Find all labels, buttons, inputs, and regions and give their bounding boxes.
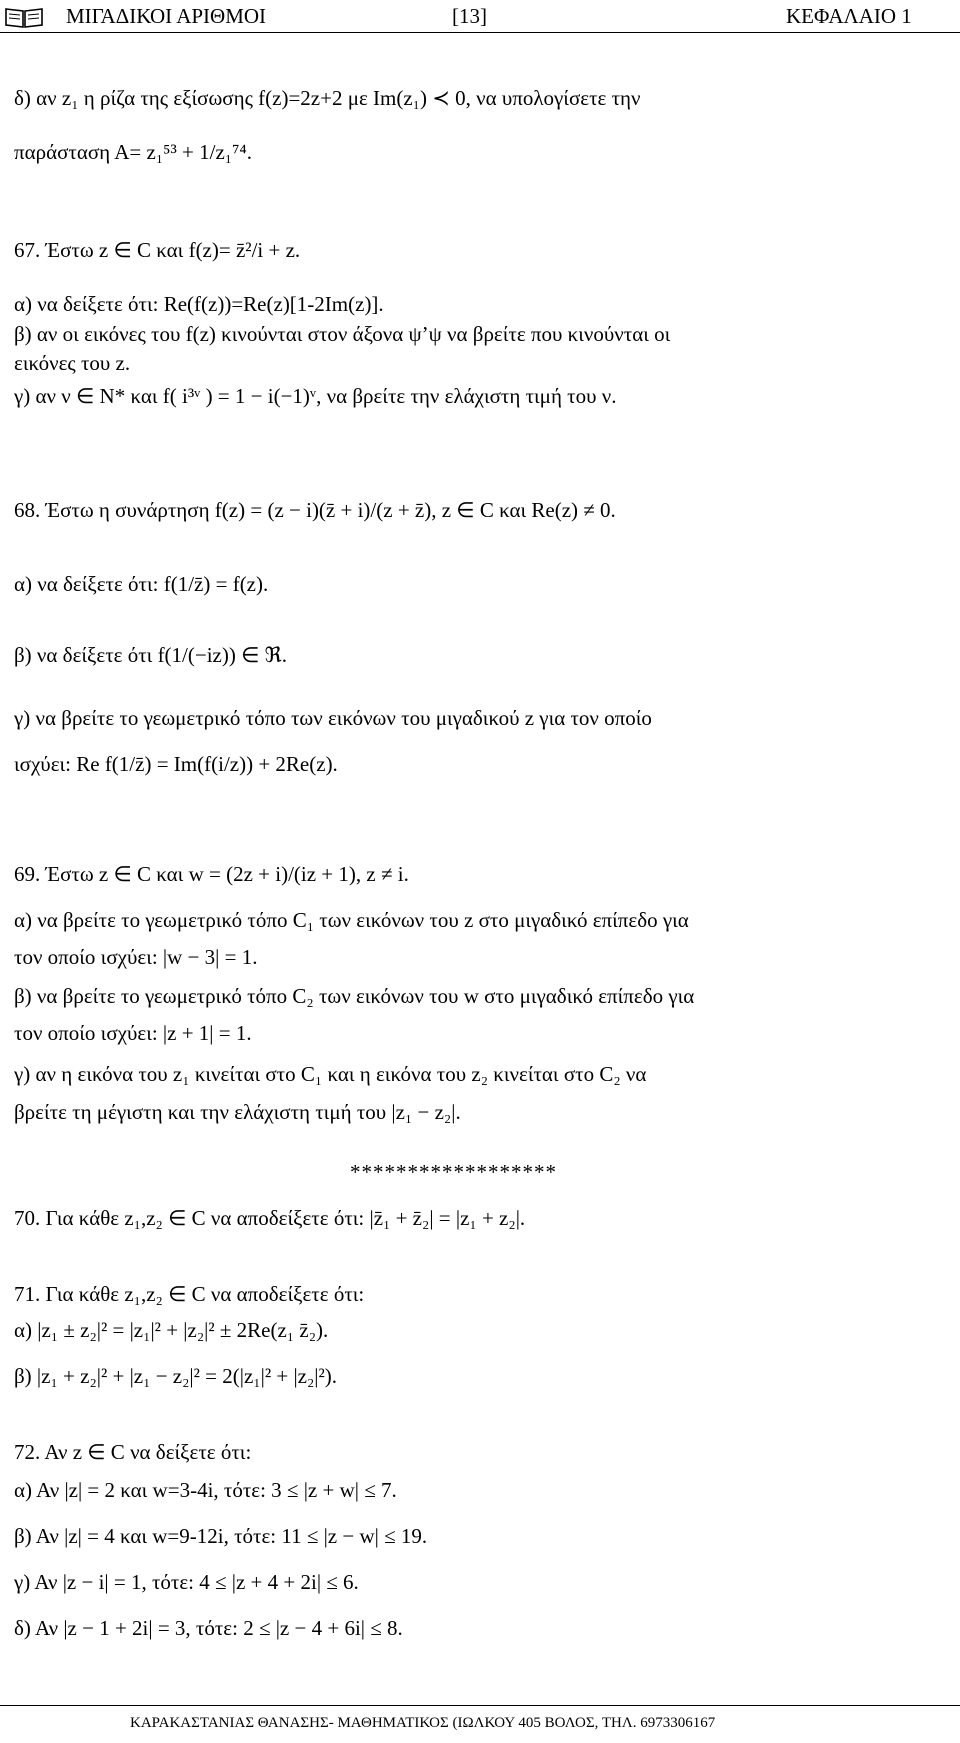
ex69-part-b-line2: τον οποίο ισχύει: |z + 1| = 1. — [14, 1021, 252, 1045]
ex67-intro: 67. Έστω z ∈ C και f(z)= z̄²/i + z. — [14, 238, 301, 262]
ex68-intro: 68. Έστω η συνάρτηση f(z) = (z − i)(z̄ + i)/(z + z̄), z ∈ C και Re(z) ≠ 0. — [14, 498, 616, 522]
ex66d-line2 — [14, 140, 252, 164]
header-title: ΜΙΓΑΔΙΚΟΙ ΑΡΙΘΜΟΙ — [66, 4, 267, 28]
header-chapter: ΚΕΦΑΛΑΙΟ 1 — [786, 4, 912, 28]
ex72-part-b: β) Αν |z| = 4 και w=9-12i, τότε: 11 ≤ |z − w| ≤ 19. — [14, 1524, 428, 1548]
ex68-part-b: β) να δείξετε ότι f(1/(−iz)) ∈ ℜ. — [14, 643, 287, 667]
ex67-part-b-line1: β) αν οι εικόνες του f(z) κινούνται στον άξονα ψ’ψ να βρείτε που κινούνται οι — [14, 322, 671, 346]
ex72-part-d: δ) Αν |z − 1 + 2i| = 3, τότε: 2 ≤ |z − 4 + 6i| ≤ 8. — [14, 1616, 403, 1640]
ex70: 70. Για κάθε z₁,z₂ ∈ C να αποδείξετε ότι: |z̄₁ + z̄₂| = |z₁ + z₂|. — [14, 1206, 526, 1230]
open-book-icon — [4, 5, 44, 29]
ex67-part-a: α) να δείξετε ότι: Re(f(z))=Re(z)[1-2Im(z)]. — [14, 292, 384, 316]
ex68-part-a: α) να δείξετε ότι: f(1/z̄) = f(z). — [14, 572, 269, 596]
ex68-part-c-line2: ισχύει: Re f(1/z̄) = Im(f(i/z)) + 2Re(z). — [14, 752, 338, 776]
ex66d-line1: δ) αν z₁ η ρίζα της εξίσωσης f(z)=2z+2 με Im(z₁) ≺ 0, να υπολογίσετε την — [14, 86, 641, 110]
ex72-intro: 72. Αν z ∈ C να δείξετε ότι: — [14, 1440, 252, 1464]
section-separator: ****************** — [350, 1160, 557, 1184]
ex69-part-c-line2: βρείτε τη μέγιστη και την ελάχιστη τιμή του |z₁ − z₂|. — [14, 1100, 461, 1124]
ex71-part-b: β) |z₁ + z₂|² + |z₁ − z₂|² = 2(|z₁|² + |z₂|²). — [14, 1364, 338, 1388]
page-header — [0, 0, 960, 34]
footer-rule — [0, 1705, 960, 1706]
ex69-part-c-line1: γ) αν η εικόνα του z₁ κινείται στο C₁ και η εικόνα του z₂ κινείται στο C₂ να — [14, 1062, 647, 1086]
ex68-part-c-line1: γ) να βρείτε το γεωμετρικό τόπο των εικόνων του μιγαδικού z για τον οποίο — [14, 706, 652, 730]
ex71-intro: 71. Για κάθε z₁,z₂ ∈ C να αποδείξετε ότι: — [14, 1282, 365, 1306]
ex69-part-a-line2: τον οποίο ισχύει: |w − 3| = 1. — [14, 945, 258, 969]
ex72-part-a: α) Αν |z| = 2 και w=3-4i, τότε: 3 ≤ |z + w| ≤ 7. — [14, 1478, 397, 1502]
ex71-part-a: α) |z₁ ± z₂|² = |z₁|² + |z₂|² ± 2Re(z₁ z̄₂). — [14, 1318, 329, 1342]
ex69-part-b-line1: β) να βρείτε το γεωμετρικό τόπο C₂ των εικόνων του w στο μιγαδικό επίπεδο για — [14, 984, 695, 1008]
ex69-intro: 69. Έστω z ∈ C και w = (2z + i)/(iz + 1), z ≠ i. — [14, 862, 409, 886]
ex67-part-c: γ) αν ν ∈ N* και f( i³ᵛ ) = 1 − i(−1)ᵛ, να βρείτε την ελάχιστη τιμή του ν. — [14, 384, 617, 408]
ex66d-prefix: παράσταση Α= — [14, 140, 142, 164]
ex69-part-a-line1: α) να βρείτε το γεωμετρικό τόπο C₁ των εικόνων του z στο μιγαδικό επίπεδο για — [14, 908, 689, 932]
header-rule — [0, 32, 960, 33]
ex72-part-c: γ) Αν |z − i| = 1, τότε: 4 ≤ |z + 4 + 2i| ≤ 6. — [14, 1570, 359, 1594]
ex67-part-b-line2: εικόνες του z. — [14, 351, 131, 375]
header-page-number: [13] — [452, 4, 487, 28]
ex66d-expression: z₁⁵³ + 1/z₁⁷⁴. — [146, 140, 252, 164]
page-footer — [0, 1705, 960, 1731]
footer-author: ΚΑΡΑΚΑΣΤΑΝΙΑΣ ΘΑΝΑΣΗΣ- ΜΑΘΗΜΑΤΙΚΟΣ (ΙΩΛΚΟΥ 405 ΒΟΛΟΣ, ΤΗΛ. 6973306167 — [130, 1715, 716, 1731]
